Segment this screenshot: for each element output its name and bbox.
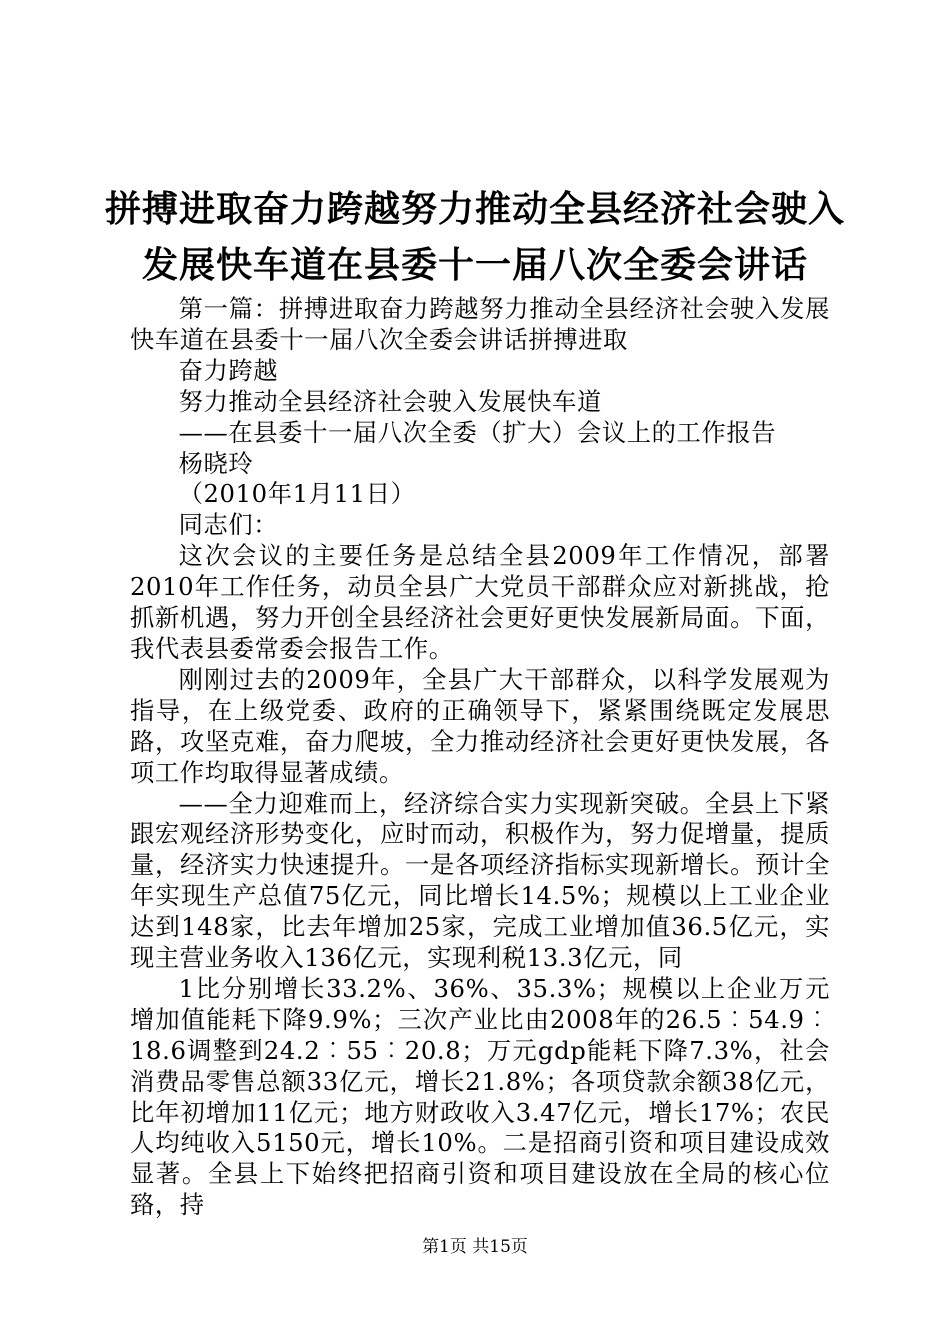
paragraph-subtitle-2: 努力推动全县经济社会驶入发展快车道 [178, 386, 602, 416]
paragraph-author: 杨晓玲 [178, 448, 254, 478]
paragraph-subtitle-1: 奋力跨越 [178, 355, 279, 385]
paragraph-report-title: ——在县委十一届八次全委（扩大）会议上的工作报告 [178, 417, 777, 447]
document-body [130, 294, 830, 1221]
paragraph-body-2: 刚刚过去的2009年，全县广大干部群众，以科学发展观为指导，在上级党委、政府的正确领导下，紧紧围绕既定发展思路，攻坚克难，奋力爬坡，全力推动经济社会更好更快发展，各项工作均取得显著成绩。 [130, 664, 830, 787]
page-footer: 第1页 共15页 [422, 1237, 528, 1257]
paragraph-salutation: 同志们： [178, 510, 279, 540]
paragraph-body-1: 这次会议的主要任务是总结全县2009年工作情况，部署2010年工作任务，动员全县广大党员干部群众应对新挑战，抢抓新机遇，努力开创全县经济社会更好更快发展新局面。下面，我代表县委常委会报告工作。 [130, 541, 830, 663]
paragraph-body-3: ——全力迎难而上，经济综合实力实现新突破。全县上下紧跟宏观经济形势变化，应时而动，积极作为，努力促增量，提质量，经济实力快速提升。一是各项经济指标实现新增长。预计全年实现生产总值75亿元，同比增长14.5%；规模以上工业企业达到148家，比去年增加25家，完成工业增加值36.5亿元，实现主营业务收入136亿元，实现利税13.3亿元，同 [130, 788, 830, 973]
paragraph-date: （2010年1月11日） [178, 479, 416, 509]
document-title-line-1: 拼搏进取奋力跨越努力推动全县经济社会驶入 [104, 189, 845, 230]
paragraph-body-4: 1比分别增长33.2%、36%、35.3%；规模以上企业万元增加值能耗下降9.9%；三次产业比由2008年的26.5︰54.9︰18.6调整到24.2︰55︰20.8；万元gdp能耗下降7.3%，社会消费品零售总额33亿元，增长21.8%；各项贷款余额38亿元，比年初增加11亿元；地方财政收入3.47亿元，增长17%；农民人均纯收入5150元，增长10%。二是招商引资和项目建设成效显著。全县上下始终把招商引资和项目建设放在全局的核心位臵，持 [130, 973, 830, 1220]
document-title-line-2: 发展快车道在县委十一届八次全委会讲话 [141, 245, 808, 286]
paragraph-intro: 第一篇：拼搏进取奋力跨越努力推动全县经济社会驶入发展快车道在县委十一届八次全委会讲话拼搏进取 [130, 294, 830, 354]
